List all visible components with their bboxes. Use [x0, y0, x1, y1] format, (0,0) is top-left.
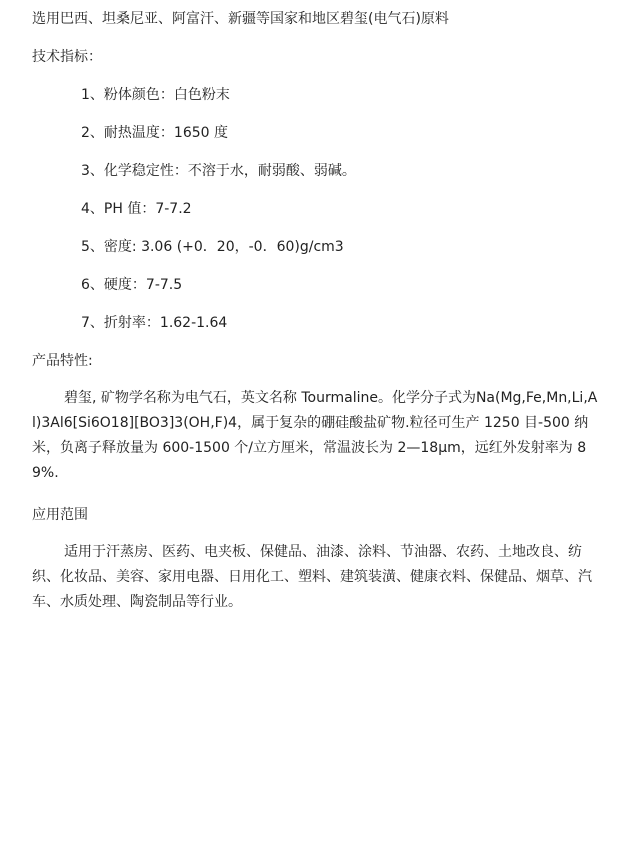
features-line: 碧玺, 矿物学名称为电气石，英文名称 Tourmaline。化学分子式为	[64, 390, 476, 406]
features-line: 产 1250 目-500 纳米，负离子释放量为 600-1500 个/立方厘米，常温波长为 2—18μm，	[32, 415, 589, 456]
spec-item-chemical-stability: 3、化学稳定性：不溶于水，耐弱酸、弱碱。	[81, 163, 356, 179]
spec-item-powder-color: 1、粉体颜色：白色粉末	[81, 87, 230, 103]
applications-line: 纺织、化妆品、美容、家用电器、日用化工、塑料、建筑装潢、健康衣料、保健品、	[32, 544, 582, 585]
spec-item-refractive-index: 7、折射率：1.62-1.64	[81, 315, 228, 331]
features-heading: 产品特性:	[32, 353, 93, 369]
document-body	[32, 8, 602, 615]
features-line: 远红外发射率为 89%.	[32, 440, 587, 481]
spec-list	[32, 84, 602, 334]
spec-item-density: 5、密度: 3.06 (+0．20，-0．60)g/cm3	[81, 239, 344, 255]
features-paragraph	[32, 386, 602, 486]
applications-line: 适用于汗蒸房、医药、电夹板、保健品、油漆、涂料、节油器、农药、土地改良、	[64, 544, 568, 560]
spec-item-heat-resistance: 2、耐热温度：1650 度	[81, 125, 228, 141]
applications-paragraph	[32, 540, 602, 615]
applications-line: 烟草、汽车、水质处理、陶瓷制品等行业。	[32, 569, 592, 610]
applications-heading: 应用范围	[32, 507, 88, 523]
intro-line: 选用巴西、坦桑尼亚、阿富汗、新疆等国家和地区碧玺(电气石)原料	[32, 11, 449, 27]
spec-item-hardness: 6、硬度：7-7.5	[81, 277, 183, 293]
specs-heading: 技术指标：	[32, 49, 102, 65]
features-line: Na(Mg,Fe,Mn,Li,Al)3Al6[Si6O18][BO3]3(OH,F)4，属于复杂的硼硅酸盐矿物.粒径可生	[32, 390, 598, 431]
spec-item-ph-value: 4、PH 值：7-7.2	[81, 201, 192, 217]
